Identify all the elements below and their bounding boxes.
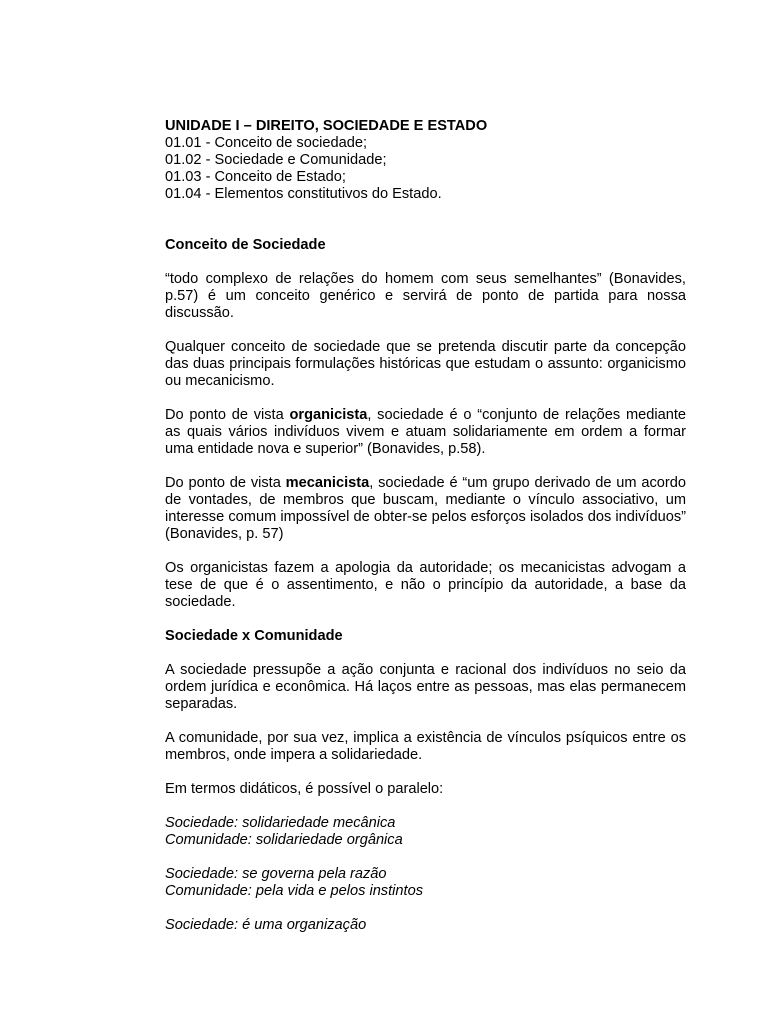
section-heading-conceito: Conceito de Sociedade <box>165 237 326 253</box>
parallel-sociedade-2: Sociedade: se governa pela razão <box>165 866 387 882</box>
paragraph-sociedade: A sociedade pressupõe a ação conjunta e racional dos indivíduos no seio da ordem jurídica e econômica. Há laços entre as pessoas, mas elas permanecem separadas. <box>165 662 686 712</box>
parallel-comunidade-2: Comunidade: pela vida e pelos instintos <box>165 883 423 899</box>
paragraph-paralelo: Em termos didáticos, é possível o paralelo: <box>165 781 444 797</box>
organicista-pre: Do ponto de vista <box>165 407 290 423</box>
unit-title: UNIDADE I – DIREITO, SOCIEDADE E ESTADO <box>165 118 488 134</box>
parallel-comunidade-1: Comunidade: solidariedade orgânica <box>165 832 403 848</box>
unit-item-3: 01.03 - Conceito de Estado; <box>165 169 346 185</box>
mecanicista-post: , sociedade é “um grupo derivado de um acordo de vontades, de membros que buscam, mediante o vínculo associativo, um interesse comum impossível de obter-se pelos esforços isolados dos indivíduos” (Bonavides, p. 57) <box>165 475 686 542</box>
document-page <box>165 118 686 934</box>
paragraph-definition: “todo complexo de relações do homem com seus semelhantes” (Bonavides, p.57) é um conceito genérico e servirá de ponto de partida para nossa discussão. <box>165 271 686 321</box>
mecanicista-term: mecanicista <box>285 475 370 491</box>
paragraph-mecanicista <box>165 475 686 543</box>
unit-item-4: 01.04 - Elementos constitutivos do Estado. <box>165 186 442 202</box>
parallel-sociedade-3: Sociedade: é uma organização <box>165 917 367 933</box>
organicista-post: , sociedade é o “conjunto de relações mediante as quais vários indivíduos vivem e atuam solidariamente em ordem a formar uma entidade nova e superior” (Bonavides, p.58). <box>165 407 686 457</box>
unit-item-2: 01.02 - Sociedade e Comunidade; <box>165 152 387 168</box>
paragraph-comunidade: A comunidade, por sua vez, implica a existência de vínculos psíquicos entre os membros, onde impera a solidariedade. <box>165 730 686 763</box>
paragraph-organicista <box>165 407 686 458</box>
section-heading-comunidade: Sociedade x Comunidade <box>165 628 343 644</box>
paragraph-formulations: Qualquer conceito de sociedade que se pretenda discutir parte da concepção das duas principais formulações históricas que estudam o assunto: organicismo ou mecanicismo. <box>165 339 686 389</box>
paragraph-apologia: Os organicistas fazem a apologia da autoridade; os mecanicistas advogam a tese de que é o assentimento, e não o princípio da autoridade, a base da sociedade. <box>165 560 686 610</box>
unit-item-1: 01.01 - Conceito de sociedade; <box>165 135 368 151</box>
organicista-term: organicista <box>289 407 368 423</box>
mecanicista-pre: Do ponto de vista <box>165 475 286 491</box>
parallel-sociedade-1: Sociedade: solidariedade mecânica <box>165 815 396 831</box>
